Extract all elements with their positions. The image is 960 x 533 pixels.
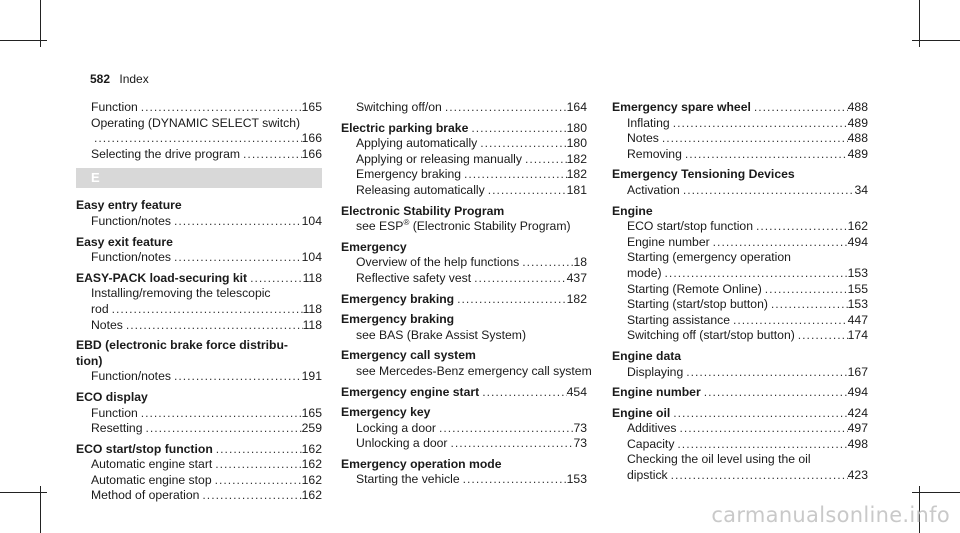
index-entry: Emergency braking ..... 182 bbox=[341, 167, 587, 183]
index-entry: rod ..... 118 bbox=[76, 302, 322, 318]
index-entry: Additives ..... 497 bbox=[612, 421, 868, 437]
index-entry: Starting (emergency operation bbox=[627, 250, 791, 265]
see-reference: see ESP® (Electronic Stability Program) bbox=[356, 218, 571, 234]
index-column-3 bbox=[612, 100, 868, 484]
index-heading: Engine number ..... 494 bbox=[612, 385, 868, 401]
index-entry: Checking the oil level using the oil bbox=[627, 452, 811, 467]
index-entry: Capacity ..... 498 bbox=[612, 437, 868, 453]
index-heading: Easy exit feature bbox=[76, 234, 173, 249]
index-entry: Locking a door ..... 73 bbox=[341, 421, 587, 437]
page-header bbox=[90, 72, 149, 86]
index-entry: ECO start/stop function ..... 162 bbox=[612, 219, 868, 235]
index-entry: ..... 166 bbox=[76, 131, 322, 147]
index-entry: Starting assistance ..... 447 bbox=[612, 313, 868, 329]
crop-mark bbox=[0, 492, 47, 493]
watermark: carmanualsonline.info bbox=[711, 503, 950, 527]
index-entry: Notes ..... 118 bbox=[76, 318, 322, 334]
index-entry: Starting the vehicle ..... 153 bbox=[341, 472, 587, 488]
section-letter-bar: E bbox=[76, 168, 322, 188]
page-number: 582 bbox=[90, 72, 111, 86]
index-heading: Electronic Stability Program bbox=[341, 203, 505, 218]
index-heading: Easy entry feature bbox=[76, 198, 182, 213]
index-entry: Selecting the drive program ..... 166 bbox=[76, 147, 322, 163]
see-reference: see BAS (Brake Assist System) bbox=[356, 327, 526, 342]
index-entry: Function/notes ..... 104 bbox=[76, 250, 322, 266]
index-entry: Releasing automatically ..... 181 bbox=[341, 183, 587, 199]
index-entry: Starting (start/stop button) ..... 153 bbox=[612, 297, 868, 313]
index-heading: Engine oil ..... 424 bbox=[612, 406, 868, 422]
see-reference: see Mercedes-Benz emergency call system bbox=[356, 363, 592, 378]
index-heading: Emergency operation mode bbox=[341, 456, 502, 471]
index-heading: Engine bbox=[612, 203, 653, 218]
index-heading: Engine data bbox=[612, 348, 682, 363]
index-entry: Applying automatically ..... 180 bbox=[341, 136, 587, 152]
index-entry: Applying or releasing manually ..... 182 bbox=[341, 152, 587, 168]
index-heading: Emergency call system bbox=[341, 348, 476, 363]
index-heading: Emergency Tensioning Devices bbox=[612, 167, 795, 182]
index-entry: dipstick ..... 423 bbox=[612, 468, 868, 484]
index-column-1 bbox=[76, 100, 322, 504]
index-entry: Overview of the help functions ..... 18 bbox=[341, 255, 587, 271]
index-heading: Emergency key bbox=[341, 405, 431, 420]
crop-mark bbox=[0, 40, 47, 41]
index-entry: Removing ..... 489 bbox=[612, 147, 868, 163]
index-entry: mode) ..... 153 bbox=[612, 266, 868, 282]
index-entry: Notes ..... 488 bbox=[612, 131, 868, 147]
index-entry: Reflective safety vest ..... 437 bbox=[341, 271, 587, 287]
index-entry: Automatic engine start ..... 162 bbox=[76, 457, 322, 473]
index-heading: Emergency spare wheel ..... 488 bbox=[612, 100, 868, 116]
index-entry: Inflating ..... 489 bbox=[612, 116, 868, 132]
index-entry: Resetting ..... 259 bbox=[76, 421, 322, 437]
index-entry: Switching off (start/stop button) ..... 174 bbox=[612, 328, 868, 344]
index-column-2 bbox=[341, 100, 592, 488]
crop-mark bbox=[40, 486, 41, 533]
index-heading: Emergency braking bbox=[341, 312, 455, 327]
crop-mark bbox=[912, 40, 960, 41]
section-title: Index bbox=[119, 72, 149, 86]
index-entry: Method of operation ..... 162 bbox=[76, 488, 322, 504]
index-entry: Starting (Remote Online) ..... 155 bbox=[612, 282, 868, 298]
index-heading: Emergency engine start ..... 454 bbox=[341, 385, 587, 401]
index-entry: Operating (DYNAMIC SELECT switch) bbox=[91, 115, 301, 130]
index-heading: EBD (electronic brake force distribu- bbox=[76, 338, 288, 353]
index-entry: Function ..... 165 bbox=[76, 100, 322, 116]
index-heading: tion) bbox=[76, 353, 103, 368]
index-heading: Emergency bbox=[341, 239, 407, 254]
index-entry: Unlocking a door ..... 73 bbox=[341, 436, 587, 452]
index-heading: EASY-PACK load-securing kit ..... 118 bbox=[76, 271, 322, 287]
index-entry: Switching off/on ..... 164 bbox=[341, 100, 587, 116]
index-heading: Electric parking brake ..... 180 bbox=[341, 121, 587, 137]
index-entry: Displaying ..... 167 bbox=[612, 365, 868, 381]
index-heading: ECO display bbox=[76, 389, 148, 404]
crop-mark bbox=[912, 492, 960, 493]
index-entry: Installing/removing the telescopic bbox=[91, 286, 271, 301]
index-heading: ECO start/stop function ..... 162 bbox=[76, 442, 322, 458]
index-entry: Engine number ..... 494 bbox=[612, 235, 868, 251]
index-entry: Activation ..... 34 bbox=[612, 183, 868, 199]
index-entry: Function ..... 165 bbox=[76, 406, 322, 422]
index-entry: Function/notes ..... 104 bbox=[76, 214, 322, 230]
index-heading: Emergency braking ..... 182 bbox=[341, 292, 587, 308]
index-entry: Automatic engine stop ..... 162 bbox=[76, 473, 322, 489]
index-entry: Function/notes ..... 191 bbox=[76, 369, 322, 385]
